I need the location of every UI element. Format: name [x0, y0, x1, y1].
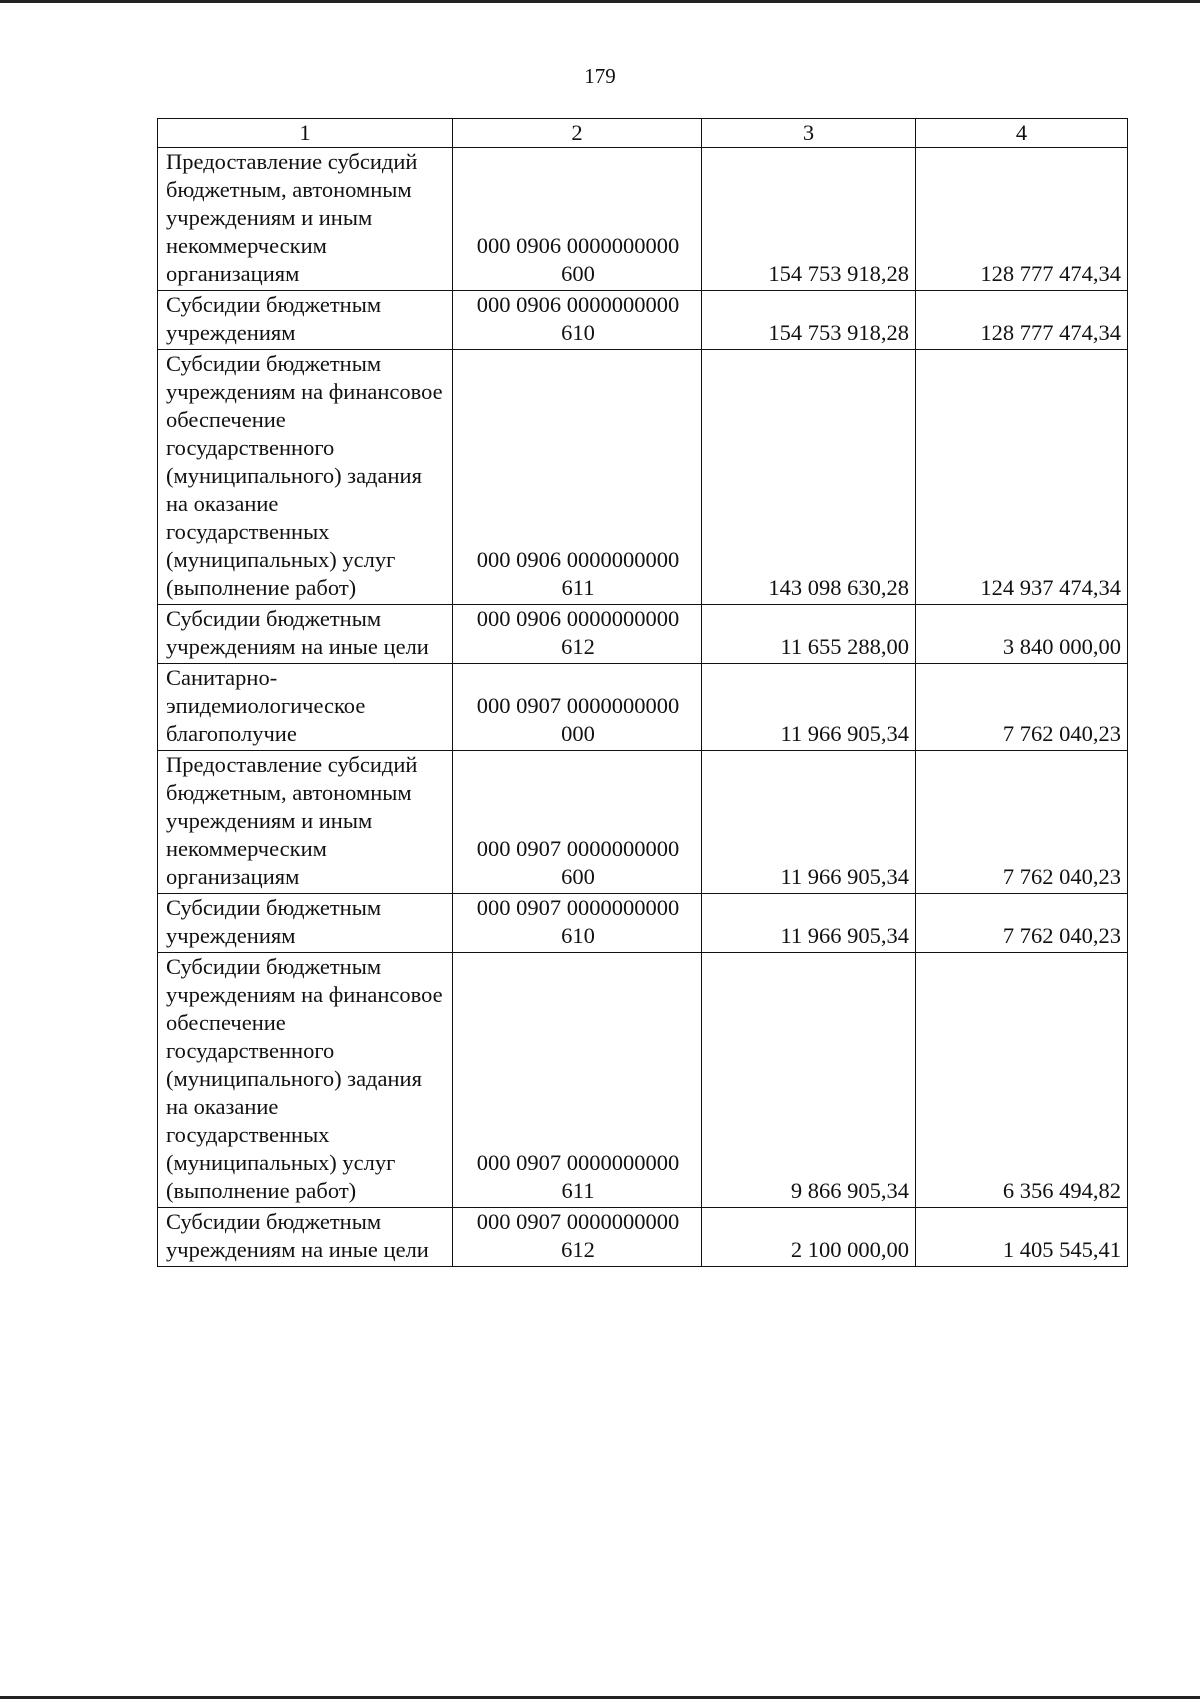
table-row	[158, 605, 1128, 664]
row-value-col3: 11 966 905,34	[702, 664, 916, 751]
column-header-2: 2	[453, 119, 702, 148]
row-value-col3: 11 655 288,00	[702, 605, 916, 664]
code-main: 000 0906 0000000000	[476, 547, 680, 572]
code-suffix: 612	[561, 634, 595, 659]
table-row	[158, 664, 1128, 751]
row-code	[453, 953, 702, 1208]
top-border-line	[0, 0, 1200, 3]
code-suffix: 000	[561, 721, 595, 746]
code-suffix: 600	[561, 261, 595, 286]
code-suffix: 610	[561, 923, 595, 948]
row-value-col4: 7 762 040,23	[916, 894, 1128, 953]
row-code	[453, 664, 702, 751]
table-row	[158, 894, 1128, 953]
code-main: 000 0907 0000000000	[476, 1209, 680, 1234]
row-name: Субсидии бюджетным учреждениям	[158, 894, 453, 953]
row-code	[453, 350, 702, 605]
code-main: 000 0907 0000000000	[476, 1150, 680, 1175]
row-value-col4: 128 777 474,34	[916, 291, 1128, 350]
row-code	[453, 751, 702, 894]
row-value-col4: 124 937 474,34	[916, 350, 1128, 605]
table-row	[158, 291, 1128, 350]
row-value-col3: 154 753 918,28	[702, 291, 916, 350]
budget-table	[157, 118, 1128, 1267]
code-main: 000 0907 0000000000	[476, 836, 680, 861]
row-value-col3: 11 966 905,34	[702, 751, 916, 894]
row-name: Субсидии бюджетным учреждениям	[158, 291, 453, 350]
row-value-col4: 7 762 040,23	[916, 664, 1128, 751]
row-name: Предоставление субсидий бюджетным, автономным учреждениям и иным некоммерческим организациям	[158, 751, 453, 894]
row-value-col4: 128 777 474,34	[916, 148, 1128, 291]
row-value-col3: 2 100 000,00	[702, 1208, 916, 1267]
row-value-col4: 1 405 545,41	[916, 1208, 1128, 1267]
table-row	[158, 148, 1128, 291]
code-suffix: 612	[561, 1237, 595, 1262]
column-header-4: 4	[916, 119, 1128, 148]
code-main: 000 0907 0000000000	[476, 895, 680, 920]
row-value-col3: 11 966 905,34	[702, 894, 916, 953]
code-suffix: 600	[561, 864, 595, 889]
row-name: Субсидии бюджетным учреждениям на иные цели	[158, 605, 453, 664]
row-code	[453, 291, 702, 350]
code-main: 000 0906 0000000000	[476, 606, 680, 631]
row-value-col4: 7 762 040,23	[916, 751, 1128, 894]
code-suffix: 611	[561, 575, 595, 600]
code-main: 000 0906 0000000000	[476, 292, 680, 317]
table-row	[158, 953, 1128, 1208]
column-header-1: 1	[158, 119, 453, 148]
row-code	[453, 605, 702, 664]
row-value-col4: 3 840 000,00	[916, 605, 1128, 664]
row-name: Субсидии бюджетным учреждениям на иные цели	[158, 1208, 453, 1267]
table-row	[158, 350, 1128, 605]
row-name: Субсидии бюджетным учреждениям на финансовое обеспечение государственного (муниципального) задания на оказание государственных (муниципальных) услуг (выполнение работ)	[158, 350, 453, 605]
row-code	[453, 894, 702, 953]
column-header-3: 3	[702, 119, 916, 148]
row-name: Предоставление субсидий бюджетным, автономным учреждениям и иным некоммерческим организациям	[158, 148, 453, 291]
table-row	[158, 751, 1128, 894]
row-name: Субсидии бюджетным учреждениям на финансовое обеспечение государственного (муниципального) задания на оказание государственных (муниципальных) услуг (выполнение работ)	[158, 953, 453, 1208]
bottom-border-line	[0, 1696, 1200, 1699]
row-value-col3: 143 098 630,28	[702, 350, 916, 605]
code-main: 000 0907 0000000000	[476, 693, 680, 718]
row-value-col3: 154 753 918,28	[702, 148, 916, 291]
row-value-col4: 6 356 494,82	[916, 953, 1128, 1208]
row-code	[453, 1208, 702, 1267]
table-header-row	[158, 119, 1128, 148]
code-main: 000 0906 0000000000	[476, 233, 680, 258]
page-number: 179	[584, 64, 616, 88]
row-name: Санитарно-эпидемиологическое благополучие	[158, 664, 453, 751]
code-suffix: 610	[561, 320, 595, 345]
table-row	[158, 1208, 1128, 1267]
row-code	[453, 148, 702, 291]
code-suffix: 611	[561, 1178, 595, 1203]
row-value-col3: 9 866 905,34	[702, 953, 916, 1208]
